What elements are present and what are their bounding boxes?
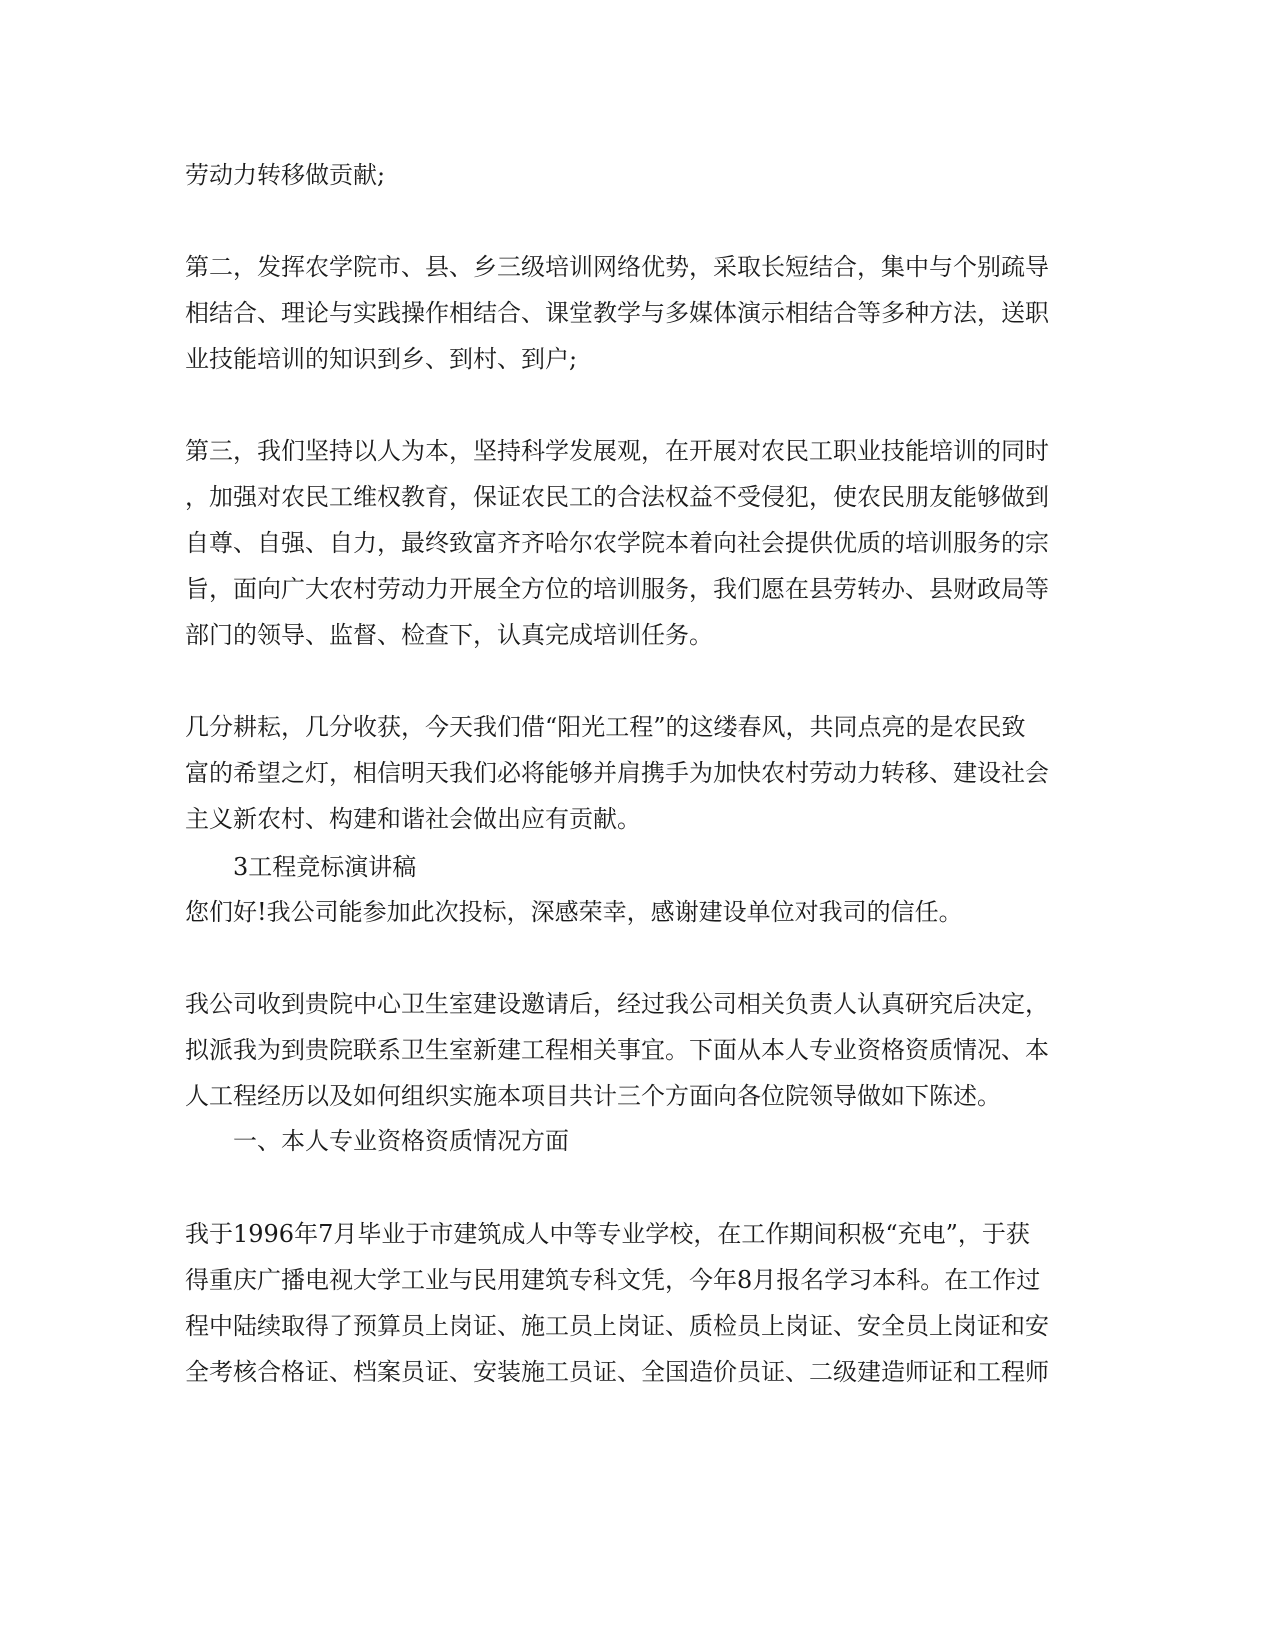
- text-line: 得重庆广播电视大学工业与民用建筑专科文凭，今年8月报名学习本科。在工作过: [185, 1266, 1041, 1294]
- text-line: 自尊、自强、自力，最终致富齐齐哈尔农学院本着向社会提供优质的培训服务的宗: [185, 529, 1049, 557]
- text-line: 业技能培训的知识到乡、到村、到户;: [185, 345, 578, 373]
- text-line: 主义新农村、构建和谐社会做出应有贡献。: [185, 805, 641, 833]
- text-line: 部门的领导、监督、检查下，认真完成培训任务。: [185, 621, 713, 649]
- text-line: 第三，我们坚持以人为本，坚持科学发展观，在开展对农民工职业技能培训的同时: [185, 437, 1049, 465]
- text-line: 富的希望之灯，相信明天我们必将能够并肩携手为加快农村劳动力转移、建设社会: [185, 759, 1049, 787]
- text-line: 我于1996年7月毕业于市建筑成人中等专业学校，在工作期间积极“充电”，于获: [185, 1220, 1030, 1248]
- text-line: 人工程经历以及如何组织实施本项目共计三个方面向各位院领导做如下陈述。: [185, 1082, 1001, 1110]
- text-line: 我公司收到贵院中心卫生室建设邀请后，经过我公司相关负责人认真研究后决定，: [185, 990, 1049, 1018]
- text-line: 您们好!我公司能参加此次投标，深感荣幸，感谢建设单位对我司的信任。: [185, 898, 963, 926]
- text-line: 拟派我为到贵院联系卫生室新建工程相关事宜。下面从本人专业资格资质情况、本: [185, 1036, 1049, 1064]
- text-line: 旨，面向广大农村劳动力开展全方位的培训服务，我们愿在县劳转办、县财政局等: [185, 575, 1049, 603]
- text-line: 程中陆续取得了预算员上岗证、施工员上岗证、质检员上岗证、安全员上岗证和安: [185, 1312, 1049, 1340]
- section-heading: 一、本人专业资格资质情况方面: [233, 1127, 569, 1155]
- section-heading: 3工程竞标演讲稿: [233, 853, 417, 881]
- text-line: 全考核合格证、档案员证、安装施工员证、全国造价员证、二级建造师证和工程师: [185, 1358, 1049, 1386]
- text-line: 相结合、理论与实践操作相结合、课堂教学与多媒体演示相结合等多种方法，送职: [185, 299, 1049, 327]
- text-line: 几分耕耘，几分收获，今天我们借“阳光工程”的这缕春风，共同点亮的是农民致: [185, 713, 1026, 741]
- text-line: 劳动力转移做贡献;: [185, 161, 386, 189]
- text-line: ，加强对农民工维权教育，保证农民工的合法权益不受侵犯，使农民朋友能够做到: [185, 483, 1049, 511]
- text-line: 第二，发挥农学院市、县、乡三级培训网络优势，采取长短结合，集中与个别疏导: [185, 253, 1049, 281]
